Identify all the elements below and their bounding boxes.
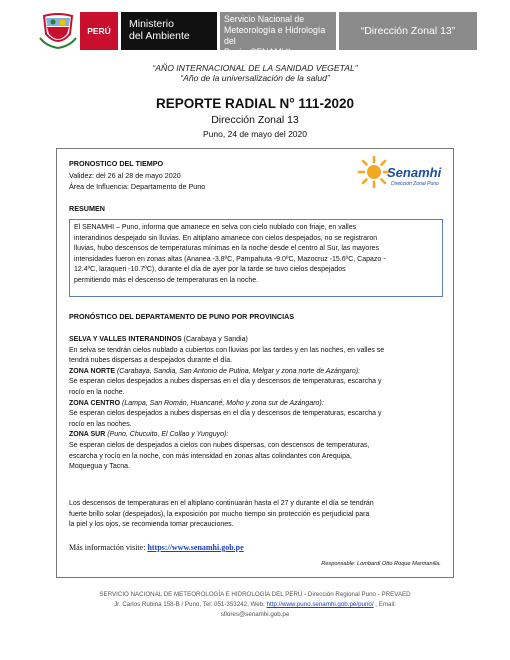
header-banner	[36, 12, 477, 57]
report-body	[56, 148, 454, 578]
footer-email[interactable]: sflores@senamhi.gob.pe	[220, 611, 290, 618]
slogan-health: “Año de la universalización de la salud”	[180, 73, 330, 83]
senamhi-logo-sub: Dirección Zonal Puno	[391, 181, 439, 187]
peru-label: PERÚ	[80, 12, 118, 50]
forecast-heading: PRONOSTICO DEL TIEMPO	[69, 159, 164, 168]
senamhi-website-link[interactable]: https://www.senamhi.gob.pe	[147, 543, 244, 552]
responsable-note: Responsable: Lombardi Otto Roque Marmanilla.	[321, 561, 441, 567]
provinces-heading: PRONÓSTICO DEL DEPARTAMENTO DE PUNO POR PROVINCIAS	[69, 312, 295, 321]
puno-website-link[interactable]: http://www.puno.senamhi.gob.pe/puno/	[266, 601, 374, 608]
more-info: Más información visite: https://www.senamhi.gob.pe	[69, 543, 244, 552]
advice-paragraph: Los descensos de temperaturas en el altiplano continuarán hasta el 27 y durante el día se tendrán fuerte brillo solar (despejados), la exposición por mucho tiempo sin protección es perjudicial para la piel y los ojos, se recomienda tomar precauciones.	[69, 500, 374, 529]
report-subtitle: Dirección Zonal 13	[211, 114, 299, 126]
report-title: REPORTE RADIAL N° 111-2020	[156, 96, 354, 111]
ministry-label: Ministerio del Ambiente	[121, 12, 217, 50]
resumen-box: El SENAMHI – Puno, informa que amanece en selva con cielo nublado con friaje, en valles interandinos despejado sin lluvias. En altiplano amanece con cielos despejados, no se registraron lluvias, hubo descensos de temperaturas mínimas en la noche desde el centro al Sur, las mayores intensidades fueron en zonas altas (Ananea -3.8ºC, Pampahuta -9.0ºC, Mazocruz -15.6ºC, Capazo - 12.4ºC, laraqueri -10.7ºC), durante el día de ayer por la tarde se tuvo cielos despejados permitiendo más el descenso de temperaturas en la noche.	[69, 219, 443, 297]
selva-section: SELVA Y VALLES INTERANDINOS (Carabaya y Sandia) En selva se tendrán cielos nublado a cubiertos con lluvias por las tardes y en las noches, en valles se tendrá nubes dispersas a despejados durante el día. ZONA NORTE (Carabaya, Sandia, San Antonio de Putina, Melgar y zona norte de Azángaro): Se esperan cielos despejados a nubes dispersas en el día y descensos de temperaturas, escarcha y rocío en la noche. ZONA CENTRO (Lampa, San Román, Huancané, Moho y zona sur de Azángaro): Se esperan cielos despejados a nubes dispersas en el día y descensos de temperaturas, escarcha y rocío en las noches. ZONA SUR (Puno, Chucuito, El Collao y Yunguyo): Se esperan cielos de despejados a cielos con nubes dispersas, con descensos de temperaturas, escarcha y rocío en la noche, con más intensidad en zonas altas colindantes con Arequipa, Moquegua y Tacna.	[69, 336, 385, 471]
footer: SERVICIO NACIONAL DE METEOROLOGÍA E HIDROLOGÍA DEL PERÚ - Dirección Regional Puno - PREVAED Jr. Carlos Rubina 158-B / Puno, Tel: 051-353242. Web: http://www.puno.senamhi.gob.pe/puno/ , Email: sflores@senamhi.gob.pe	[56, 590, 454, 620]
report-date: Puno, 24 de mayo del 2020	[203, 129, 307, 139]
forecast-validity: Validez: del 26 al 28 de mayo 2020	[69, 171, 181, 180]
senamhi-logo-text: Senamhi	[387, 165, 442, 180]
senamhi-sun-icon	[357, 155, 391, 194]
slogan-year: “AÑO INTERNACIONAL DE LA SANIDAD VEGETAL”	[152, 63, 358, 73]
resumen-heading: RESUMEN	[69, 204, 105, 213]
forecast-area: Área de Influencia: Departamento de Puno	[69, 182, 206, 191]
senamhi-label: Servicio Nacional de Meteorología e Hidrología del Perú - SENAMHI	[220, 12, 336, 50]
zonal-label: “Dirección Zonal 13”	[339, 12, 477, 50]
peru-coat-of-arms-icon	[36, 12, 80, 50]
